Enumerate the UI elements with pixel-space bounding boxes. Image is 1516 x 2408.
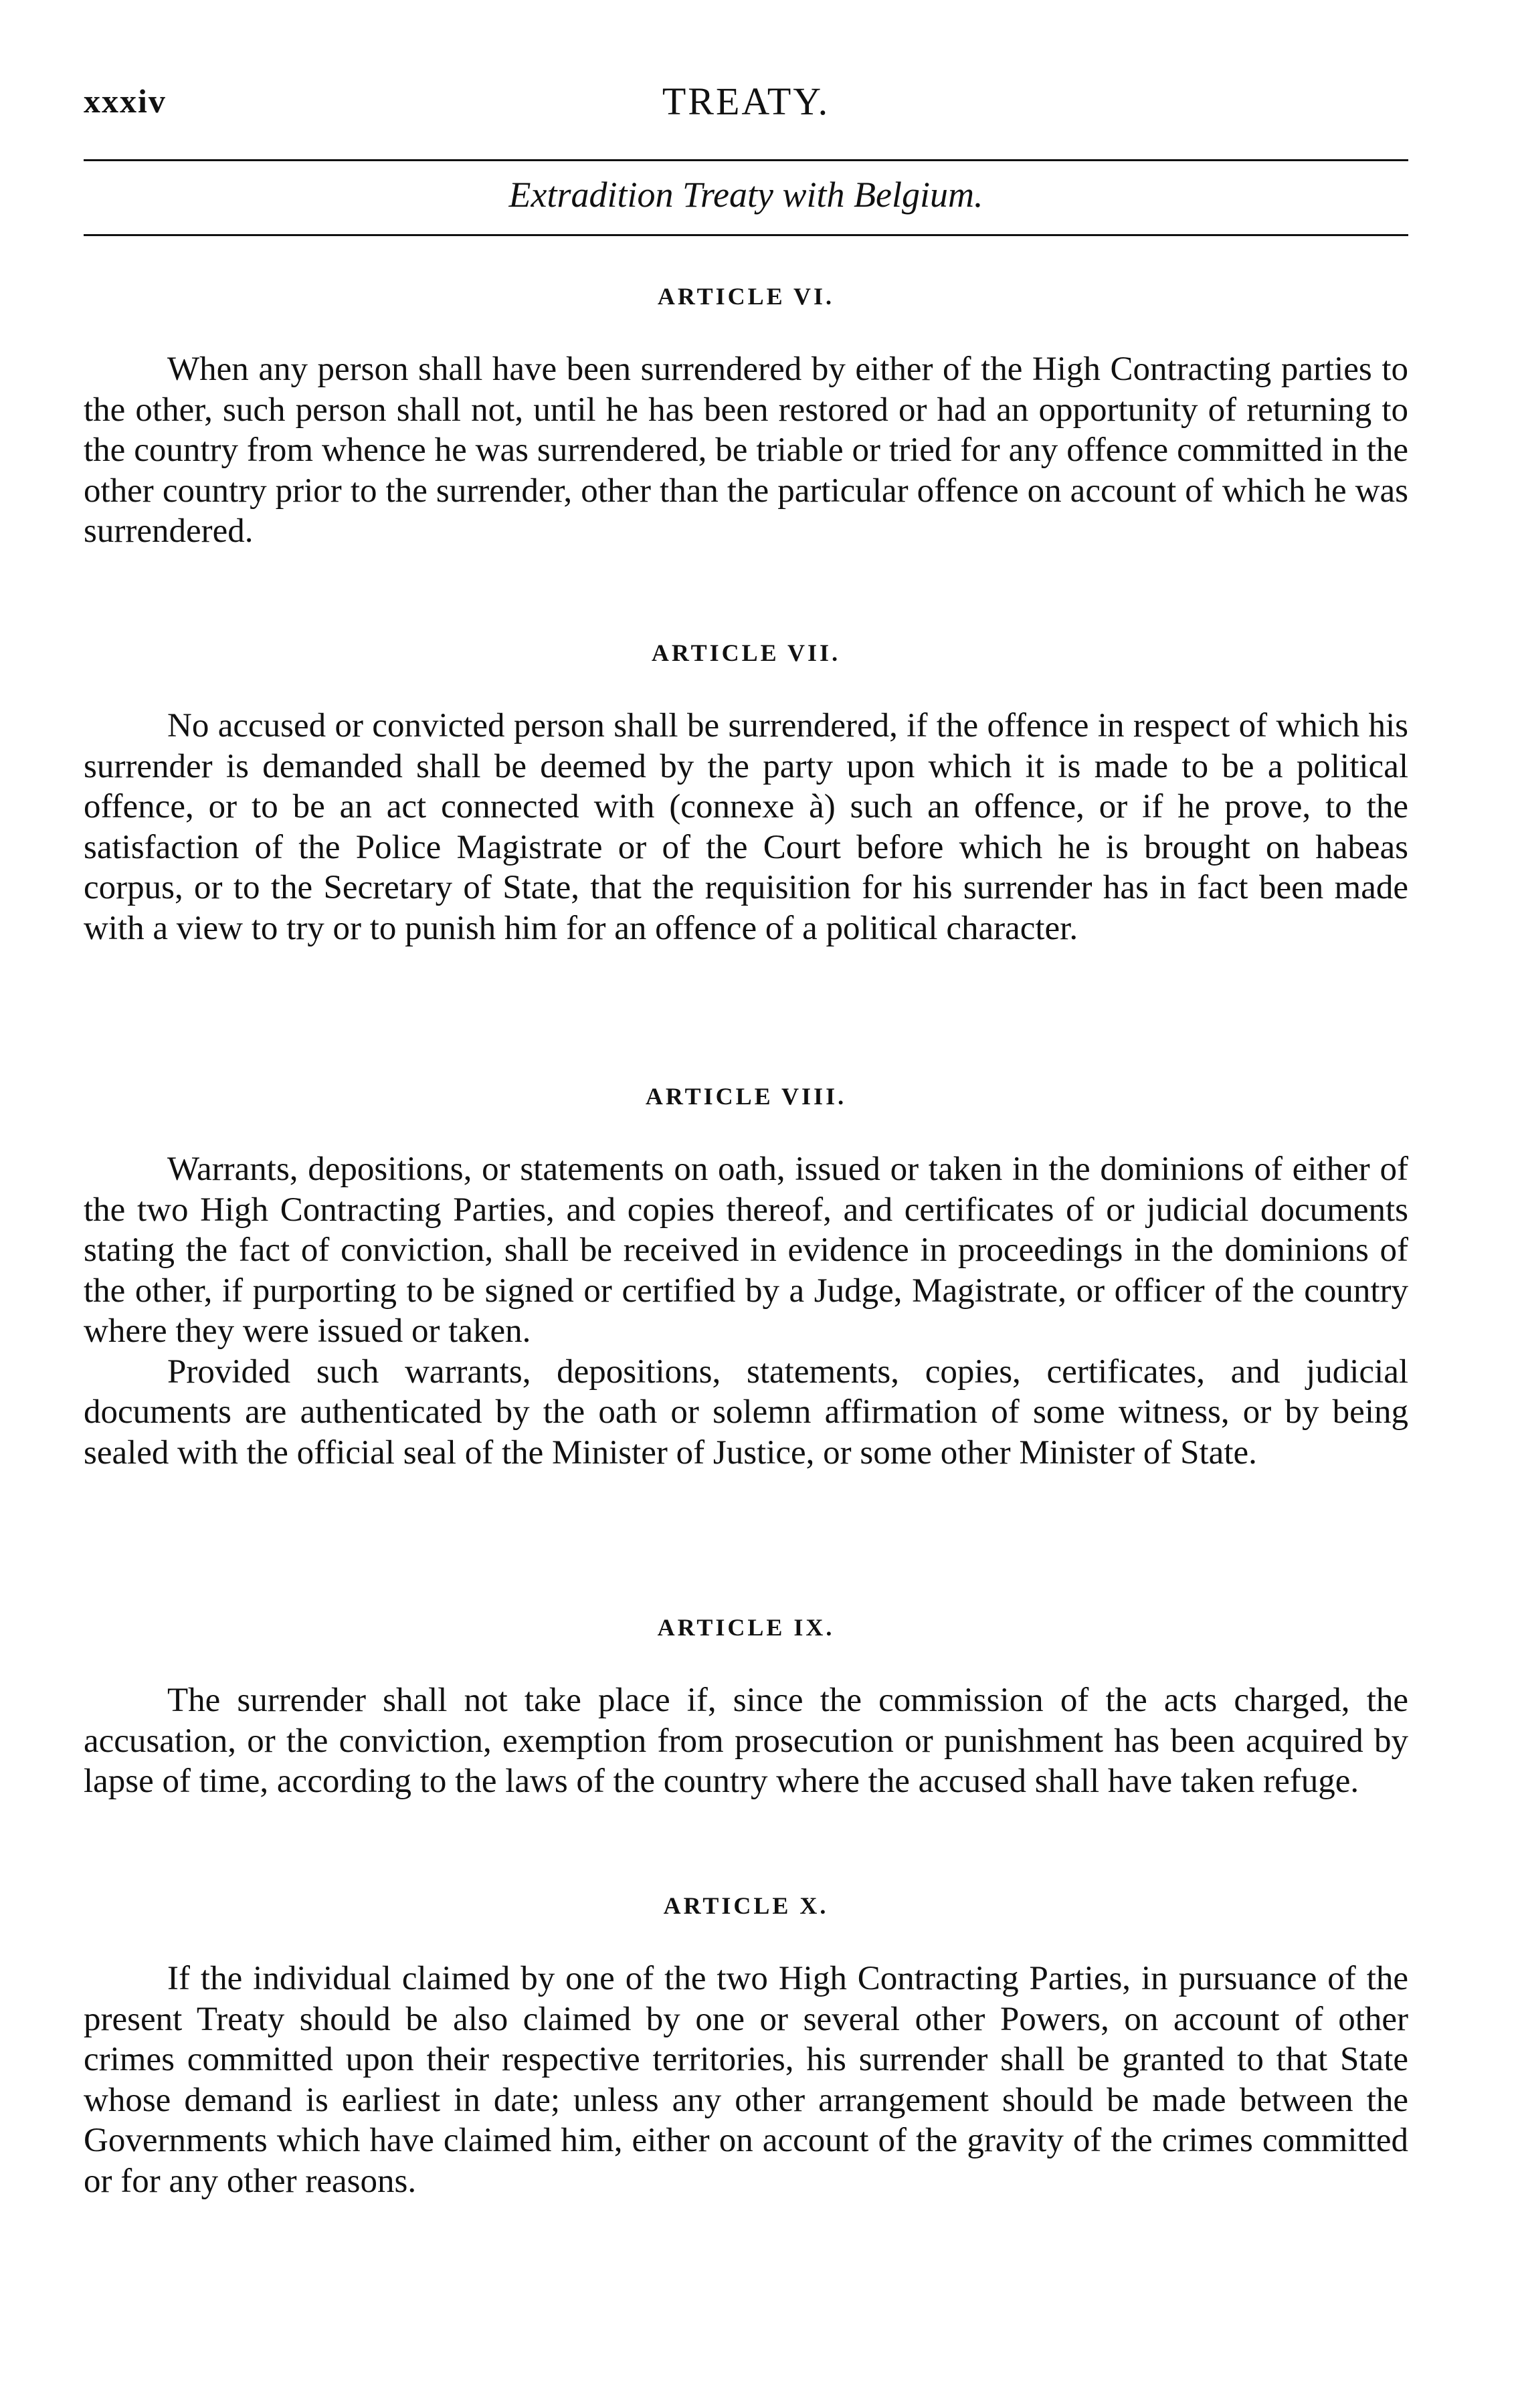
article-paragraph: If the individual claimed by one of the two High Contracting Parties, in pursuance of the present Treaty should be also claimed by one or several other Powers, on account of other crimes committed upon their respective territories, his surrender shall be granted to that State whose demand is earliest in date; unless any other arrangement should be made between the Governments which have claimed him, either on account of the gravity of the crimes committed or for any other reasons. [84,1960,1408,2200]
article-paragraph: Warrants, depositions, or statements on oath, issued or taken in the dominions of either of the two High Contracting Parties, and copies thereof, and certificates of or judicial documents stating the fact of conviction, shall be received in evidence in proceedings in the dominions of the other, if purporting to be signed or certified by a Judge, Magistrate, or officer of the country where they were issued or taken. [84,1150,1408,1350]
article-paragraph: When any person shall have been surrendered by either of the High Contracting parties to the other, such person shall not, until he has been restored or had an opportunity of returning to the country from whence he was surrendered, be triable or tried for any offence committed in the other country prior to the surrender, other than the particular offence on account of which he was surrendered. [84,350,1408,550]
article-paragraph-proviso: Provided such warrants, depositions, statements, copies, certificates, and judicial documents are authenticated by the oath or solemn affirmation of some witness, or by being sealed with the official seal of the Minister of Justice, or some other Minister of State. [84,1352,1408,1472]
article-heading: ARTICLE X. [663,1892,829,1919]
header-title: TREATY. [662,80,830,123]
article-paragraph: No accused or convicted person shall be surrendered, if the offence in respect of which his surrender is demanded shall be deemed by the party upon which it is made to be a political offence, or to be an act connected with (connexe à) such an offence, or if he prove, to the satisfaction of the Police Magistrate or of the Court before which he is brought on habeas corpus, or to the Secretary of State, that the requisition for his surrender has in fact been made with a view to try or to punish him for an offence of a political character. [84,707,1408,947]
article-vi [84,282,1408,552]
subtitle-rule [84,234,1408,236]
document-page [84,0,1408,2408]
article-heading: ARTICLE VIII. [645,1083,847,1110]
article-x [84,1892,1408,2201]
top-rule [84,159,1408,161]
running-head [84,79,1408,132]
article-ix [84,1613,1408,1802]
article-paragraph: The surrender shall not take place if, since the commission of the acts charged, the accusation, or the conviction, exemption from prosecution or punishment has been acquired by lapse of time, according to the laws of the country where the accused shall have taken refuge. [84,1682,1408,1800]
article-vii [84,639,1408,948]
page-number: xxxiv [84,82,167,120]
article-heading: ARTICLE IX. [657,1614,835,1641]
article-viii [84,1082,1408,1473]
treaty-subtitle: Extradition Treaty with Belgium. [508,175,983,215]
article-heading: ARTICLE VII. [651,639,841,666]
article-heading: ARTICLE VI. [657,283,835,310]
